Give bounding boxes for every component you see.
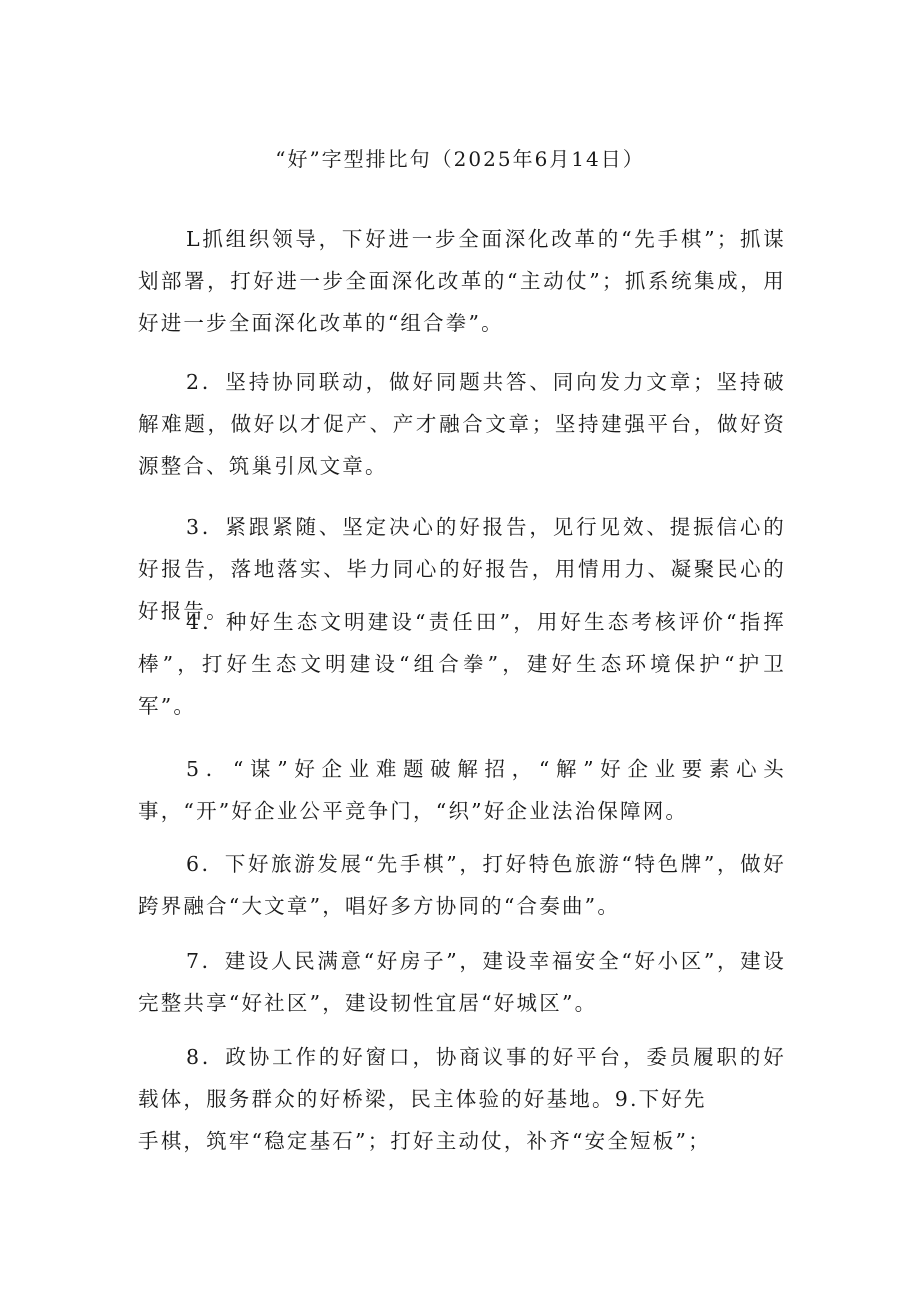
- document-title: “好”字型排比句（2025年6月14日）: [275, 147, 645, 171]
- paragraph-2: 2．坚持协同联动，做好同题共答、同向发力文章；坚持破解难题，做好以才促产、产才融合文章；坚持建强平台，做好资源整合、筑巢引凤文章。: [138, 370, 786, 478]
- paragraph-9-fragment: 手棋，筑牢“稳定基石”；打好主动仗，补齐“安全短板”；: [138, 1129, 711, 1153]
- paragraph-8: 8．政协工作的好窗口，协商议事的好平台，委员履职的好载体，服务群众的好桥梁，民主体验的好基地。9.下好先: [138, 1045, 786, 1111]
- paragraph-3: 3．紧跟紧随、坚定决心的好报告，见行见效、提振信心的好报告，落地落实、毕力同心的好报告，用情用力、凝聚民心的好报告。: [138, 515, 786, 623]
- paragraph-6: 6．下好旅游发展“先手棋”，打好特色旅游“特色牌”，做好跨界融合“大文章”，唱好多方协同的“合奏曲”。: [138, 852, 786, 918]
- paragraph-1: L抓组织领导，下好进一步全面深化改革的“先手棋”；抓谋划部署，打好进一步全面深化改革的“主动仗”；抓系统集成，用好进一步全面深化改革的“组合拳”。: [138, 227, 786, 335]
- paragraph-7: 7．建设人民满意“好房子”，建设幸福安全“好小区”，建设完整共享“好社区”，建设韧性宜居“好城区”。: [138, 949, 786, 1015]
- paragraph-5: 5．“谋”好企业难题破解招，“解”好企业要素心头事，“开”好企业公平竞争门，“织”好企业法治保障网。: [138, 757, 786, 823]
- paragraph-4: 4．种好生态文明建设“责任田”，用好生态考核评价“指挥棒”，打好生态文明建设“组合拳”，建好生态环境保护“护卫军”。: [138, 610, 786, 718]
